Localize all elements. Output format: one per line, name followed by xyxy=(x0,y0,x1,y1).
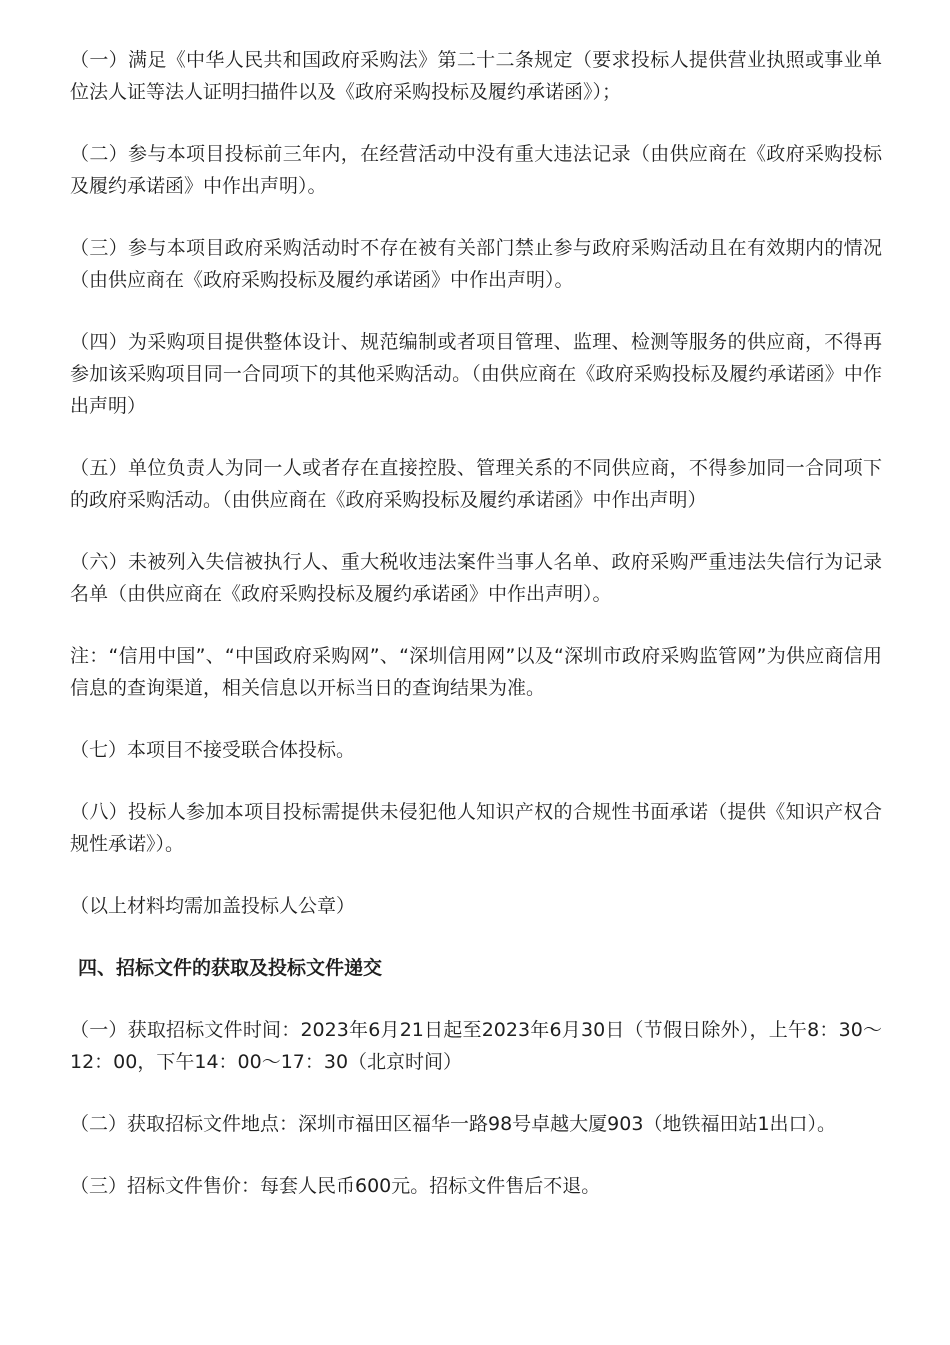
seal-note-paragraph: （以上材料均需加盖投标人公章） xyxy=(70,895,356,917)
document-body xyxy=(70,44,882,1232)
section-4-item-2: （二）获取招标文件地点：深圳市福田区福华一路98号卓越大厦903（地铁福田站1出口）。 xyxy=(70,1113,837,1135)
credit-note-paragraph: 注：“信用中国”、“中国政府采购网”、“深圳信用网”以及“深圳市政府采购监管网”为供应商信用信息的查询渠道，相关信息以开标当日的查询结果为准。 xyxy=(70,645,882,699)
section-4-item-1: （一）获取招标文件时间：2023年6月21日起至2023年6月30日（节假日除外），上午8：30～12：00，下午14：00～17：30（北京时间） xyxy=(70,1019,882,1073)
requirement-paragraph-3: （三）参与本项目政府采购活动时不存在被有关部门禁止参与政府采购活动且在有效期内的情况（由供应商在《政府采购投标及履约承诺函》中作出声明）。 xyxy=(70,237,882,291)
requirement-paragraph-8: （八）投标人参加本项目投标需提供未侵犯他人知识产权的合规性书面承诺（提供《知识产权合规性承诺》）。 xyxy=(70,801,882,855)
requirement-paragraph-6: （六）未被列入失信被执行人、重大税收违法案件当事人名单、政府采购严重违法失信行为记录名单（由供应商在《政府采购投标及履约承诺函》中作出声明）。 xyxy=(70,551,882,605)
requirement-paragraph-7: （七）本项目不接受联合体投标。 xyxy=(70,739,356,761)
requirement-paragraph-1: （一）满足《中华人民共和国政府采购法》第二十二条规定（要求投标人提供营业执照或事业单位法人证等法人证明扫描件以及《政府采购投标及履约承诺函》）； xyxy=(70,49,882,103)
section-4-item-3: （三）招标文件售价：每套人民币600元。招标文件售后不退。 xyxy=(70,1175,601,1197)
section-4-heading: 四、招标文件的获取及投标文件递交 xyxy=(78,957,383,979)
requirement-paragraph-5: （五）单位负责人为同一人或者存在直接控股、管理关系的不同供应商，不得参加同一合同项下的政府采购活动。（由供应商在《政府采购投标及履约承诺函》中作出声明） xyxy=(70,457,882,511)
requirement-paragraph-2: （二）参与本项目投标前三年内，在经营活动中没有重大违法记录（由供应商在《政府采购投标及履约承诺函》中作出声明）。 xyxy=(70,143,882,197)
requirement-paragraph-4: （四）为采购项目提供整体设计、规范编制或者项目管理、监理、检测等服务的供应商，不得再参加该采购项目同一合同项下的其他采购活动。（由供应商在《政府采购投标及履约承诺函》中作出声明） xyxy=(70,331,882,417)
